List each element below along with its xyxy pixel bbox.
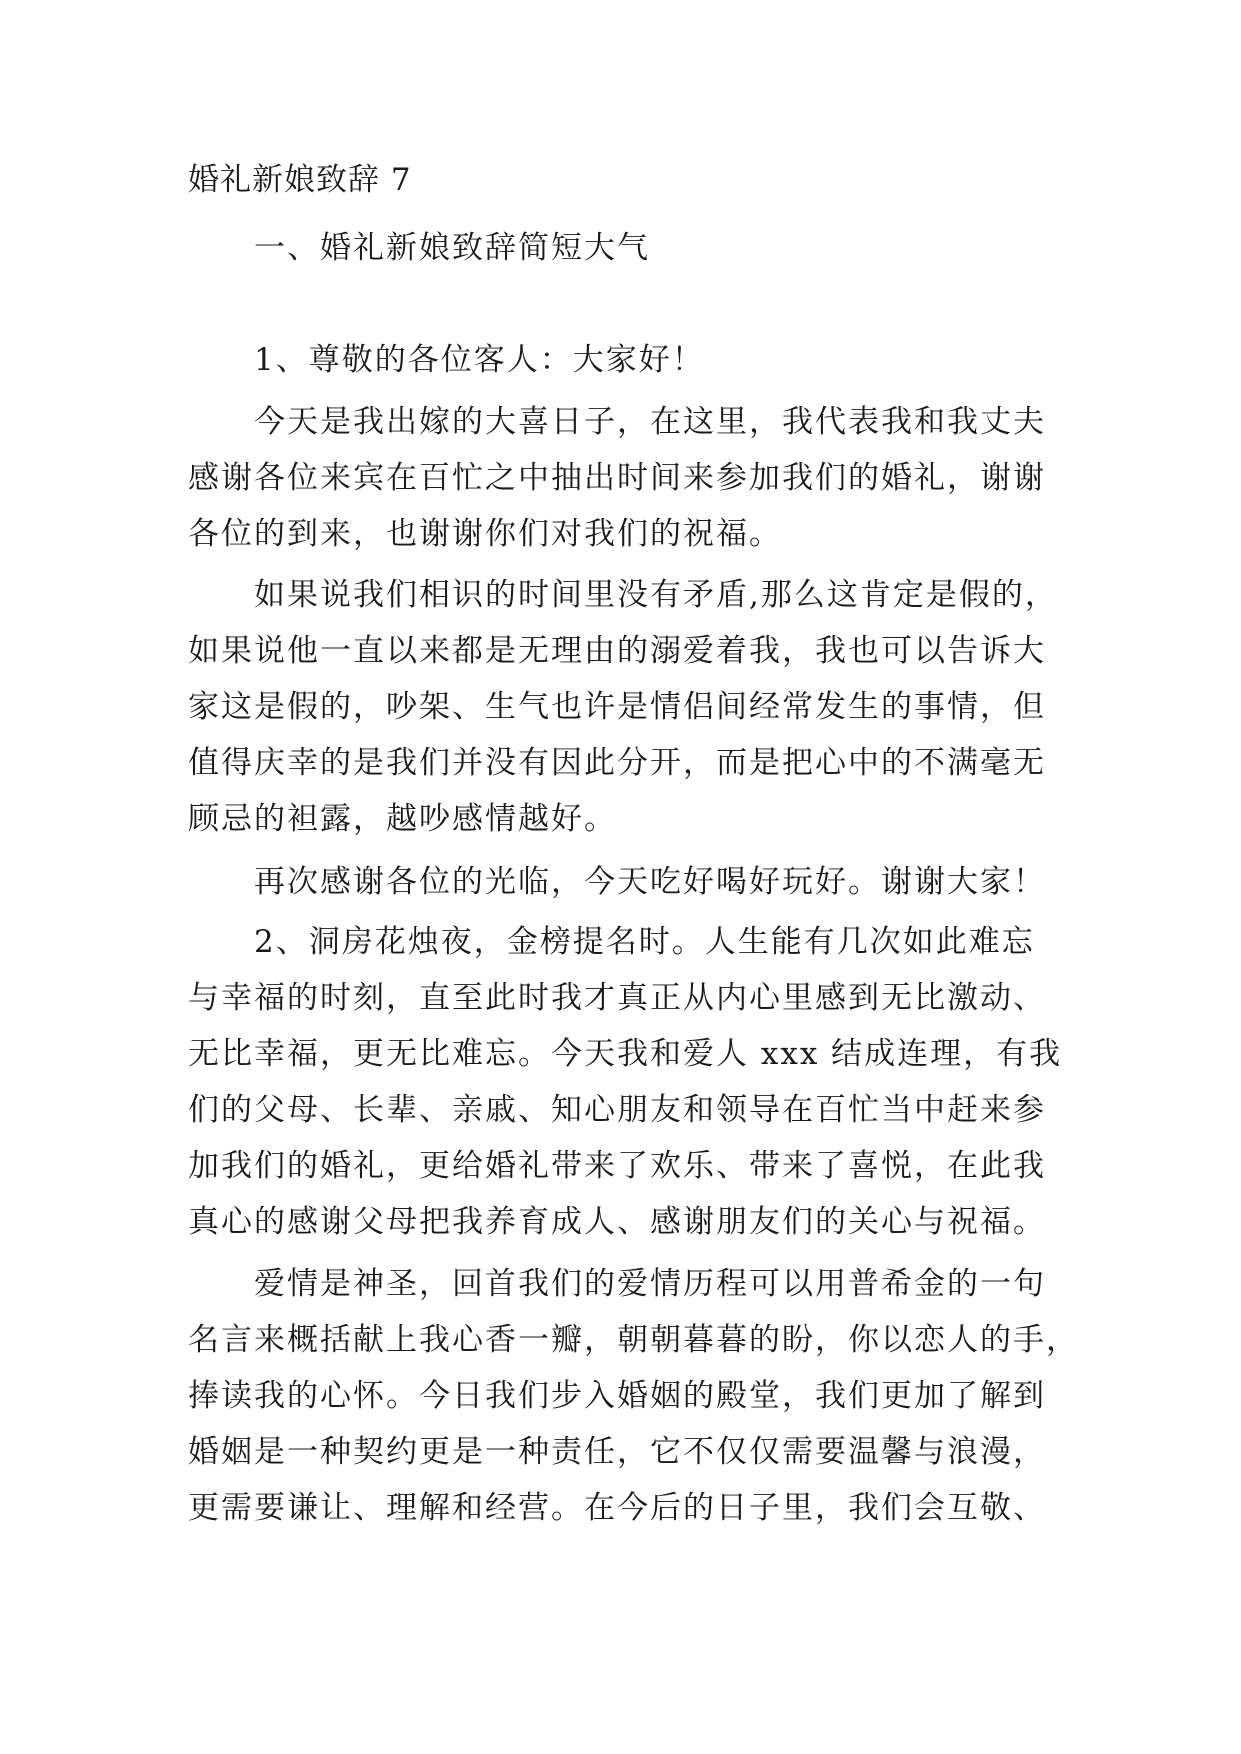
- paragraph-line: 名言来概括献上我心香一瓣，朝朝暮暮的盼，你以恋人的手，: [188, 1322, 1079, 1358]
- paragraph-line: 2、洞房花烛夜，金榜提名时。人生能有几次如此难忘: [254, 924, 1035, 960]
- paragraph-line: 与幸福的时刻，直至此时我才真正从内心里感到无比激动、: [188, 980, 1046, 1016]
- paragraph-line: 真心的感谢父母把我养育成人、感谢朋友们的关心与祝福。: [188, 1204, 1046, 1240]
- paragraph-line: 如果说他一直以来都是无理由的溺爱着我，我也可以告诉大: [188, 633, 1046, 669]
- paragraph-line: 婚姻是一种契约更是一种责任，它不仅仅需要温馨与浪漫，: [188, 1434, 1046, 1470]
- paragraph-line: 更需要谦让、理解和经营。在今后的日子里，我们会互敬、: [188, 1490, 1046, 1526]
- paragraph-line: 今天是我出嫁的大喜日子，在这里，我代表我和我丈夫: [254, 404, 1046, 440]
- paragraph-line: 无比幸福，更无比难忘。今天我和爱人 xxx 结成连理，有我: [188, 1036, 1063, 1072]
- paragraph-line: 家这是假的，吵架、生气也许是情侣间经常发生的事情，但: [188, 689, 1046, 725]
- section-heading: 一、婚礼新娘致辞简短大气: [254, 230, 650, 266]
- paragraph-line: 值得庆幸的是我们并没有因此分开，而是把心中的不满毫无: [188, 745, 1046, 781]
- paragraph-line: 加我们的婚礼，更给婚礼带来了欢乐、带来了喜悦，在此我: [188, 1148, 1046, 1184]
- paragraph-line: 如果说我们相识的时间里没有矛盾,那么这肯定是假的，: [254, 577, 1058, 613]
- paragraph-line: 捧读我的心怀。今日我们步入婚姻的殿堂，我们更加了解到: [188, 1378, 1046, 1414]
- paragraph-line: 1、尊敬的各位客人：大家好！: [254, 342, 705, 378]
- document-title: 婚礼新娘致辞 7: [188, 162, 412, 198]
- paragraph-line: 爱情是神圣，回首我们的爱情历程可以用普希金的一句: [254, 1266, 1046, 1302]
- paragraph-line: 各位的到来，也谢谢你们对我们的祝福。: [188, 516, 782, 552]
- paragraph-line: 再次感谢各位的光临，今天吃好喝好玩好。谢谢大家！: [254, 864, 1046, 900]
- paragraph-line: 顾忌的袒露，越吵感情越好。: [188, 801, 617, 837]
- paragraph-line: 感谢各位来宾在百忙之中抽出时间来参加我们的婚礼，谢谢: [188, 460, 1046, 496]
- paragraph-line: 们的父母、长辈、亲戚、知心朋友和领导在百忙当中赶来参: [188, 1092, 1046, 1128]
